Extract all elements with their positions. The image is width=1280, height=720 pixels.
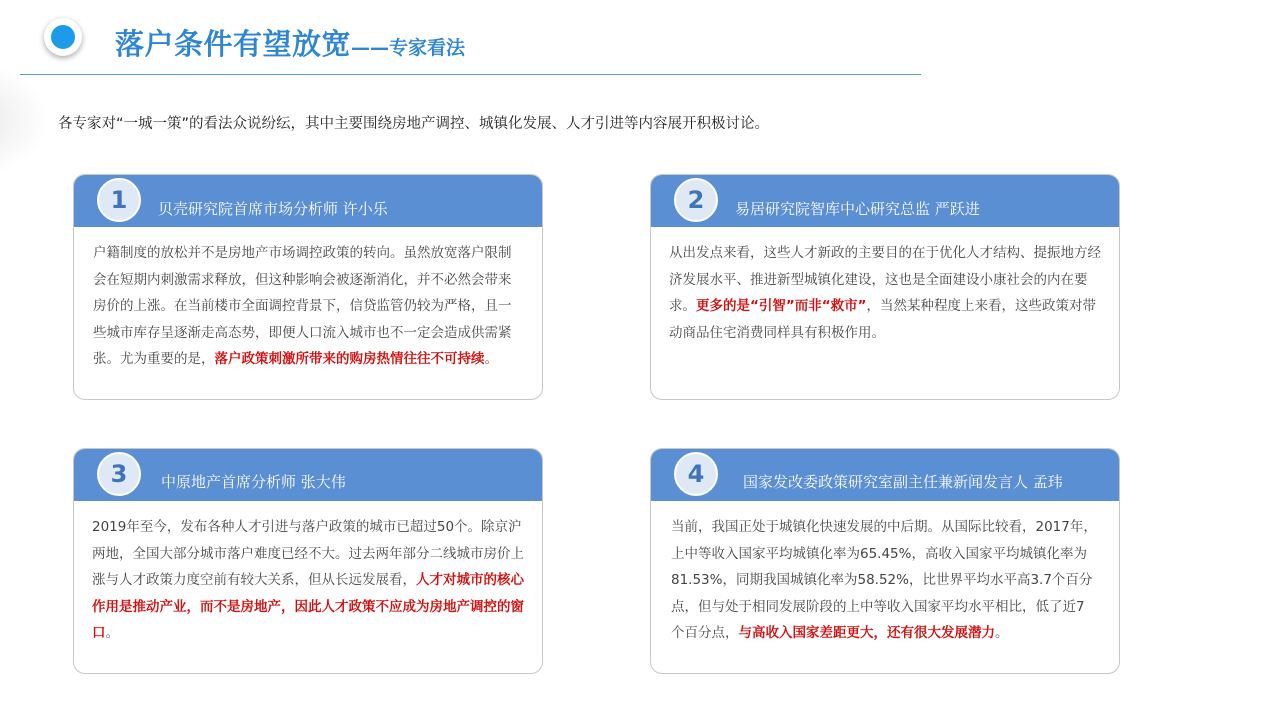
card-number-badge: 3 (97, 452, 141, 496)
card-body (74, 227, 542, 373)
corner-shadow (0, 60, 50, 180)
page-title-main: 落户条件有望放宽 (115, 27, 352, 61)
card-highlight: 落户政策刺激所带来的购房热情往往不可持续 (214, 351, 485, 367)
card-title: 中原地产首席分析师 张大伟 (161, 473, 346, 491)
card-body (651, 227, 1119, 346)
expert-card-2 (650, 174, 1120, 400)
card-highlight: 人才对城市的核心作用是推动产业，而不是房地产，因此人才政策不应成为房地产调控的窗口 (92, 572, 524, 641)
card-text: 户籍制度的放松并不是房地产市场调控政策的转向。虽然放宽落户限制会在短期内刺激需求释放，但这种影响会被逐渐消化，并不必然会带来房价的上涨。在当前楼市全面调控背景下，信贷监管仍较为严格，且一些城市库存呈逐渐走高态势，即便人口流入城市也不一定会造成供需紧张。尤为重要的是， (93, 245, 512, 367)
card-header (74, 449, 542, 501)
card-highlight: 与高收入国家差距更大，还有很大发展潜力 (738, 625, 995, 641)
intro-text: 各专家对“一城一策”的看法众说纷纭，其中主要围绕房地产调控、城镇化发展、人才引进等内容展开积极讨论。 (58, 116, 770, 132)
card-text-end: 。 (105, 625, 119, 641)
card-number-badge: 4 (674, 452, 718, 496)
card-text-end: 。 (995, 625, 1009, 641)
card-body (651, 501, 1119, 647)
card-number-badge: 2 (674, 178, 718, 222)
logo-dot-icon (44, 18, 82, 56)
card-number-badge: 1 (97, 178, 141, 222)
expert-card-3 (73, 448, 543, 674)
card-text: 从出发点来看，这些人才新政的主要目的在于优化人才结构、提振地方经济发展水平、推进新型城镇化建设，这也是全面建设小康社会的内在要求。 (669, 245, 1101, 314)
page-title (115, 22, 465, 63)
title-divider (20, 74, 921, 75)
card-highlight: 更多的是“引智”而非“救市” (696, 298, 867, 314)
card-text: 2019年至今，发布各种人才引进与落户政策的城市已超过50个。除京沪两地，全国大部分城市落户难度已经不大。过去两年部分二线城市房价上涨与人才政策力度空前有较大关系，但从长远发展看， (92, 519, 524, 588)
card-header (74, 175, 542, 227)
card-header (651, 449, 1119, 501)
expert-card-1 (73, 174, 543, 400)
card-title: 易居研究院智库中心研究总监 严跃进 (735, 200, 980, 218)
expert-card-4 (650, 448, 1120, 674)
card-text-end: ，当然某种程度上来看，这些政策对带动商品住宅消费同样具有积极作用。 (669, 298, 1096, 341)
card-header (651, 175, 1119, 227)
page-title-sub: ——专家看法 (351, 37, 466, 59)
card-title: 国家发改委政策研究室副主任兼新闻发言人 孟玮 (743, 473, 1063, 491)
card-body (74, 501, 542, 647)
card-text-end: 。 (484, 351, 498, 367)
card-text: 当前，我国正处于城镇化快速发展的中后期。从国际比较看，2017年，上中等收入国家平均城镇化率为65.45%，高收入国家平均城镇化率为81.53%，同期我国城镇化率为58.52%，比世界平均水平高3.7个百分点，但与处于相同发展阶段的上中等收入国家平均水平相比，低了近7个百分点， (671, 519, 1097, 641)
card-title: 贝壳研究院首席市场分析师 许小乐 (158, 200, 388, 218)
